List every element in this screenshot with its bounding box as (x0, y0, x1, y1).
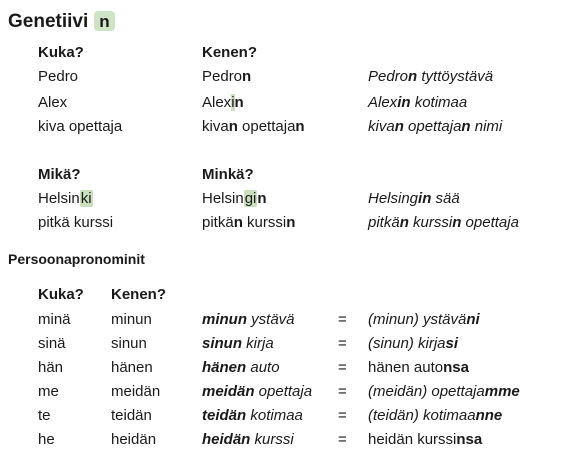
pronoun-genitive: hänen (111, 359, 153, 376)
title-text: Genetiivi (8, 11, 89, 32)
example-phrase: meidän opettaja (202, 383, 313, 400)
example-phrase: kivan opettajan nimi (368, 118, 503, 135)
example-phrase: Pedron tyttöystävä (368, 68, 494, 85)
pronoun-nominative: me (38, 383, 59, 400)
equals-sign: = (338, 407, 347, 424)
possessive-form: (meidän) opettajamme (368, 383, 520, 400)
possessive-form: (sinun) kirjasi (368, 335, 459, 352)
pronoun-nominative: hän (38, 359, 64, 376)
genitive-word: Helsingin (202, 190, 267, 207)
equals-sign: = (338, 359, 347, 376)
genitive-word: pitkän kurssin (202, 214, 296, 231)
pronoun-genitive: minun (111, 311, 152, 328)
equals-sign: = (338, 383, 347, 400)
section-heading: Persoonapronominit (8, 251, 145, 267)
example-phrase: hänen auto (202, 359, 280, 376)
base-word: kiva opettaja (38, 118, 123, 135)
pronoun-genitive: teidän (111, 407, 152, 424)
genitive-word: Pedron (202, 68, 252, 85)
base-word: pitkä kurssi (38, 214, 114, 231)
pronoun-genitive: meidän (111, 383, 161, 400)
base-word: Pedro (38, 68, 79, 85)
base-word: Alex (38, 94, 68, 111)
pronoun-genitive: sinun (111, 335, 147, 352)
equals-sign: = (338, 311, 347, 328)
example-phrase: Alexin kotimaa (368, 94, 468, 111)
example-phrase: Helsingin sää (368, 190, 460, 207)
pronoun-nominative: te (38, 407, 51, 424)
possessive-form: (teidän) kotimaanne (368, 407, 503, 424)
example-phrase: heidän kurssi (202, 431, 294, 448)
equals-sign: = (338, 335, 347, 352)
equals-sign: = (338, 431, 347, 448)
possessive-form: (minun) ystäväni (368, 311, 480, 328)
kuka-header: Kuka? (38, 44, 84, 61)
kuka-header: Kuka? (38, 286, 84, 303)
kenen-header: Kenen? (202, 44, 258, 61)
mika-header: Mikä? (38, 166, 81, 183)
minka-header: Minkä? (202, 166, 254, 183)
possessive-form: hänen autonsa (368, 359, 469, 376)
pronoun-nominative: he (38, 431, 55, 448)
example-phrase: teidän kotimaa (202, 407, 303, 424)
pronoun-nominative: sinä (38, 335, 66, 352)
pronoun-genitive: heidän (111, 431, 157, 448)
example-phrase: pitkän kurssin opettaja (368, 214, 519, 231)
example-phrase: minun ystävä (202, 311, 295, 328)
genitive-word: Alexin (202, 94, 244, 111)
genitive-ending-badge: n (94, 11, 114, 31)
kenen-header: Kenen? (111, 286, 167, 303)
possessive-form: heidän kurssinsa (368, 431, 483, 448)
genitive-word: kivan opettajan (202, 118, 305, 135)
base-word: Helsinki (38, 190, 92, 207)
page-title (8, 11, 115, 31)
example-phrase: sinun kirja (202, 335, 274, 352)
pronoun-nominative: minä (38, 311, 71, 328)
